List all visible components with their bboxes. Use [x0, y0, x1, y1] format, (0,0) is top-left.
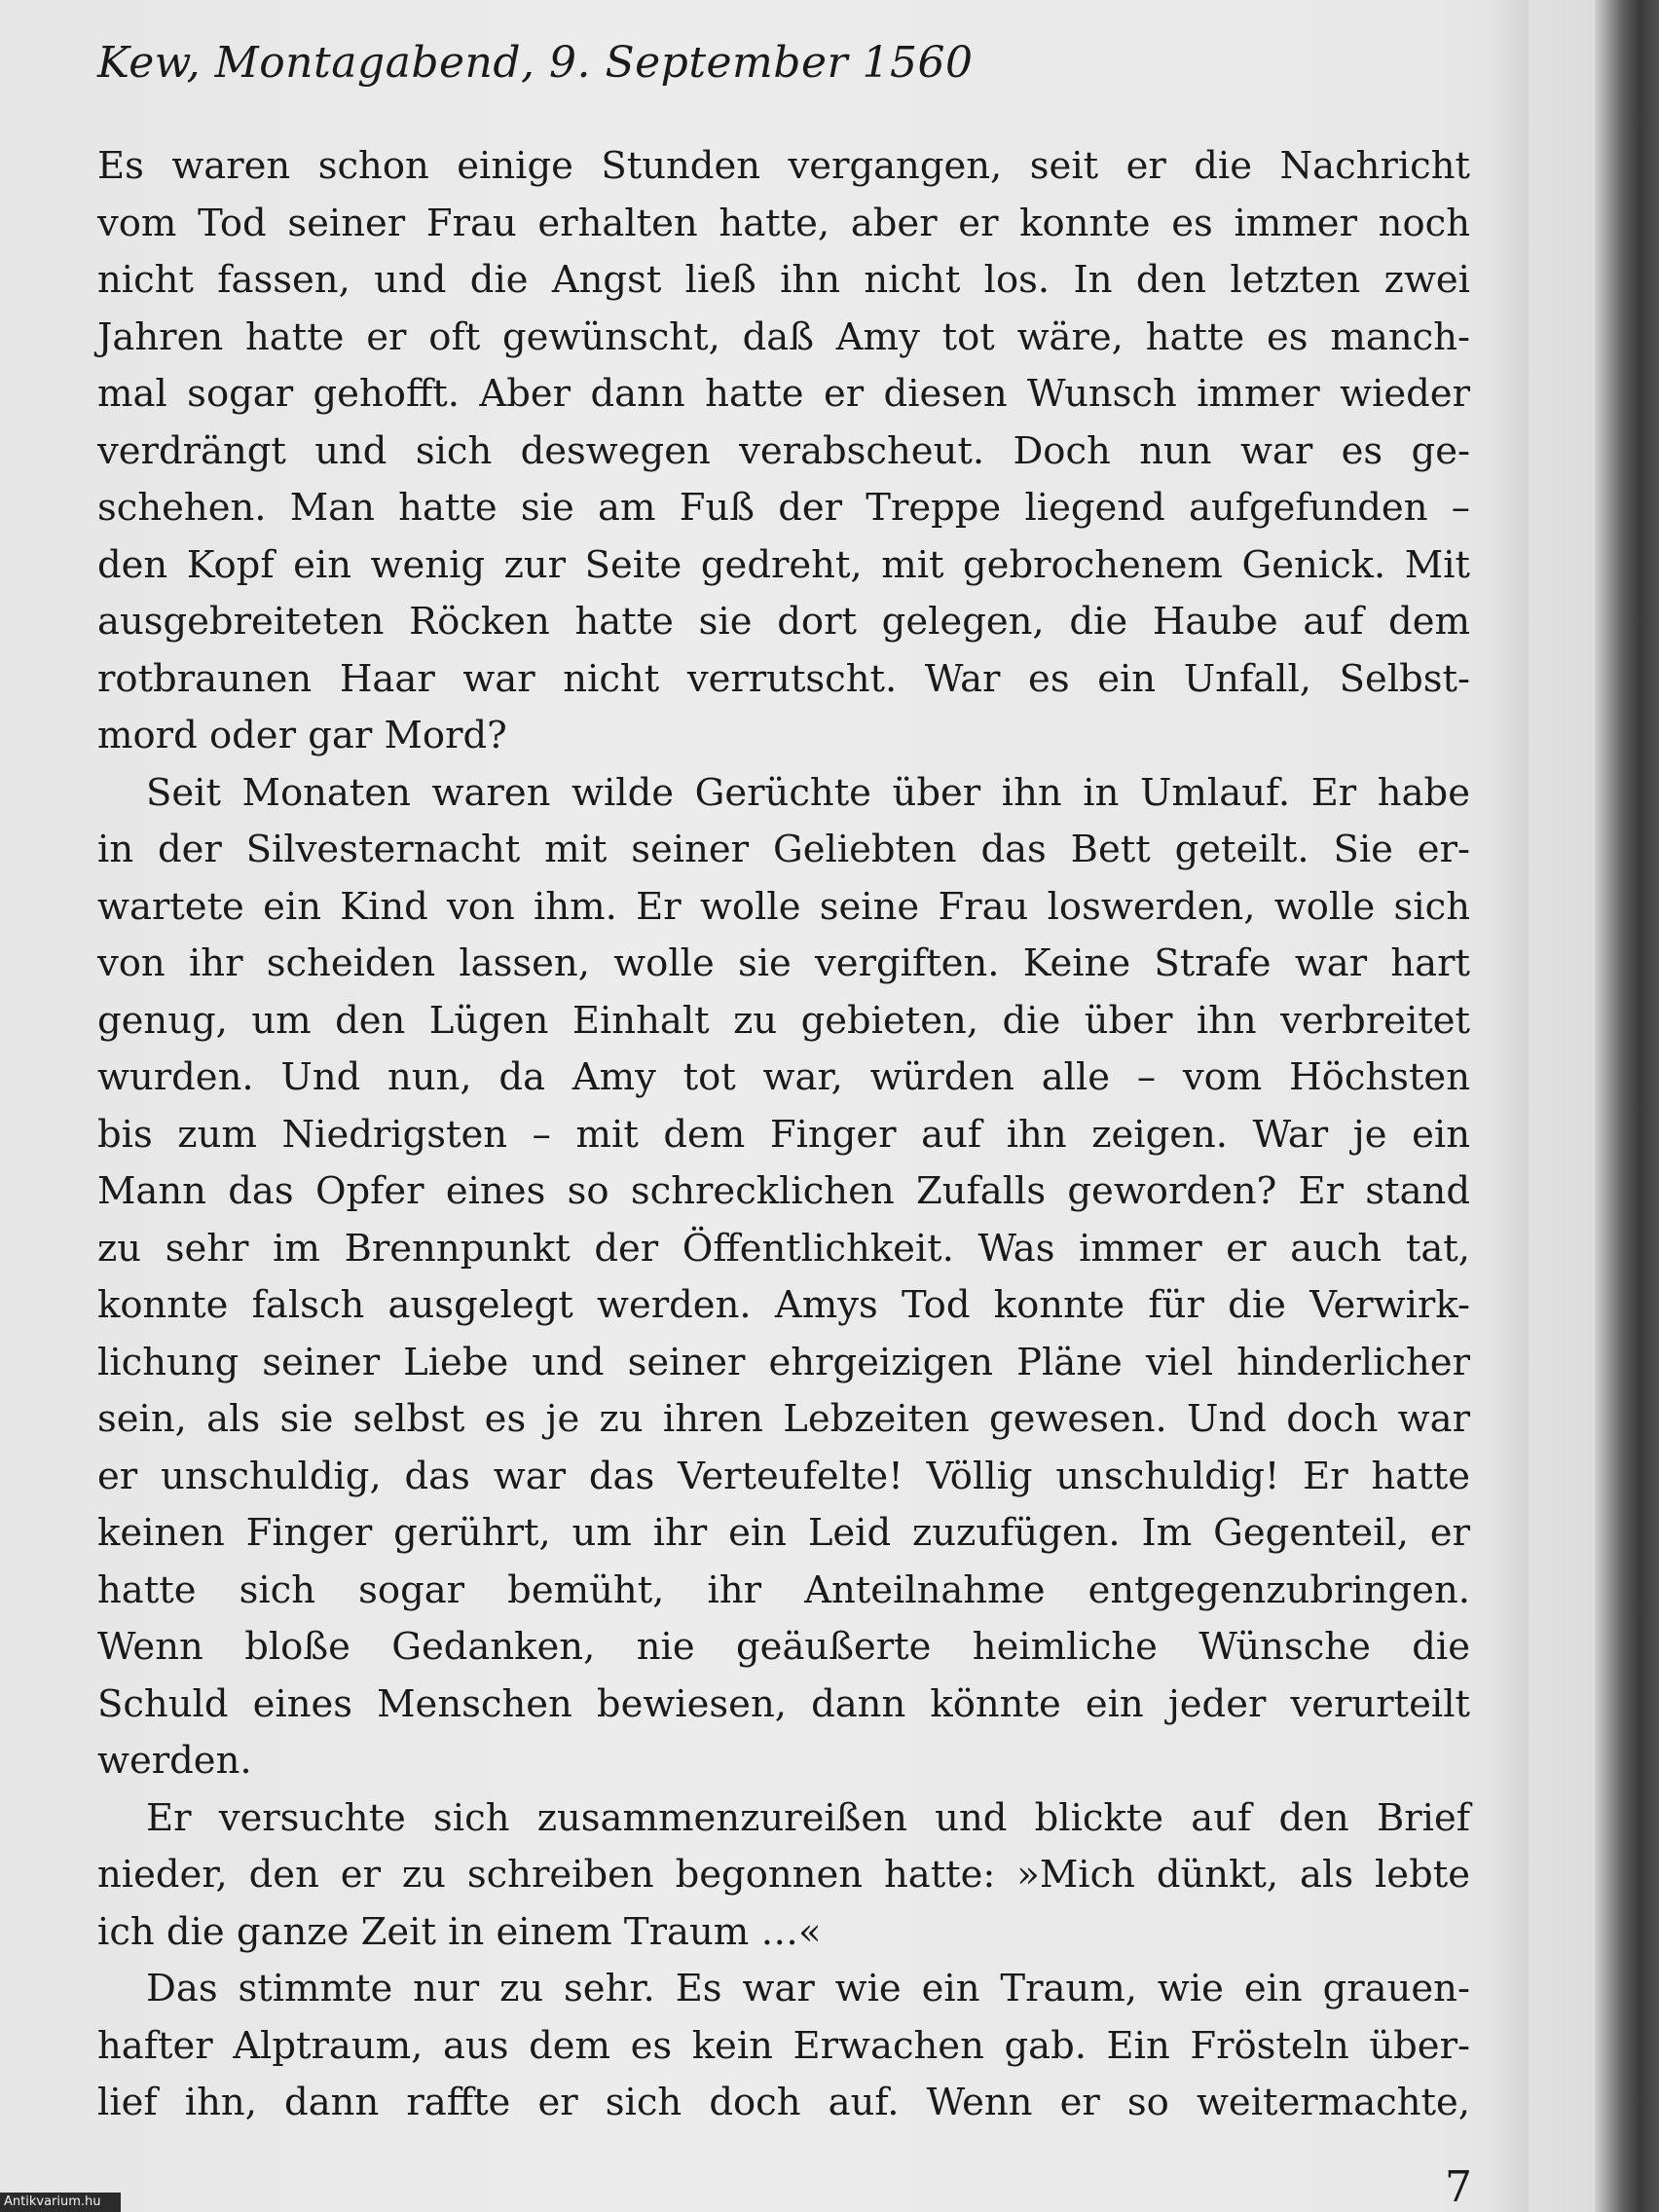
- text-line: rotbraunen Haar war nicht verrutscht. War es ein Unfall, Selbst-: [97, 656, 1470, 701]
- page-number: 7: [1445, 2162, 1472, 2212]
- text-line: in der Silvesternacht mit seiner Geliebten das Bett geteilt. Sie er-: [97, 828, 1470, 871]
- binding-shadow: [1595, 0, 1659, 2212]
- text-line: Das stimmte nur zu sehr. Es war wie ein Traum, wie ein grauen-: [146, 1967, 1470, 2010]
- text-line: Mann das Opfer eines so schrecklichen Zufalls geworden? Er stand: [97, 1169, 1470, 1213]
- text-line: Wenn bloße Gedanken, nie geäußerte heimliche Wünsche die: [97, 1625, 1470, 1669]
- text-line: werden.: [97, 1739, 252, 1783]
- text-line: wartete ein Kind von ihm. Er wolle seine Frau loswerden, wolle sich: [97, 884, 1470, 929]
- text-line: sein, als sie selbst es je zu ihren Lebzeiten gewesen. Und doch war: [97, 1397, 1470, 1441]
- text-line: vom Tod seiner Frau erhalten hatte, aber er konnte es immer noch: [97, 201, 1470, 245]
- text-line: Jahren hatte er oft gewünscht, daß Amy tot wäre, hatte es manch-: [97, 314, 1470, 359]
- text-line: er unschuldig, das war das Verteufelte! Völlig unschuldig! Er hatte: [97, 1454, 1470, 1498]
- text-line: konnte falsch ausgelegt werden. Amys Tod konnte für die Verwirk-: [97, 1283, 1470, 1327]
- text-line: ausgebreiteten Röcken hatte sie dort gelegen, die Haube auf dem: [97, 600, 1470, 644]
- text-line: wurden. Und nun, da Amy tot war, würden alle – vom Höchsten: [97, 1055, 1470, 1099]
- text-line: verdrängt und sich deswegen verabscheut. Doch nun war es ge-: [97, 428, 1470, 473]
- text-line: mal sogar gehofft. Aber dann hatte er diesen Wunsch immer wieder: [97, 372, 1470, 416]
- text-line: genug, um den Lügen Einhalt zu gebieten, die über ihn verbreitet: [97, 998, 1470, 1043]
- text-line: bis zum Niedrigsten – mit dem Finger auf ihn zeigen. War je ein: [97, 1112, 1470, 1157]
- text-line: schehen. Man hatte sie am Fuß der Treppe liegend aufgefunden –: [97, 486, 1470, 530]
- text-line: zu sehr im Brennpunkt der Öffentlichkeit. Was immer er auch tat,: [97, 1226, 1470, 1271]
- watermark: Antikvarium.hu: [0, 2193, 121, 2212]
- text-line: nicht fassen, und die Angst ließ ihn nicht los. In den letzten zwei: [97, 258, 1470, 302]
- text-line: Seit Monaten waren wilde Gerüchte über ihn in Umlauf. Er habe: [146, 770, 1470, 815]
- text-line: keinen Finger gerührt, um ihr ein Leid zuzufügen. Im Gegenteil, er: [97, 1511, 1470, 1555]
- body-text: [97, 138, 1470, 2132]
- text-line: Er versuchte sich zusammenzureißen und blickte auf den Brief: [146, 1795, 1470, 1840]
- chapter-heading: Kew, Montagabend, 9. September 1560: [97, 38, 974, 88]
- text-line: hafter Alptraum, aus dem es kein Erwachen gab. Ein Frösteln über-: [97, 2023, 1470, 2068]
- text-line: nieder, den er zu schreiben begonnen hatte: »Mich dünkt, als lebte: [97, 1853, 1470, 1897]
- text-line: von ihr scheiden lassen, wolle sie vergiften. Keine Strafe war hart: [97, 941, 1470, 985]
- text-line: Es waren schon einige Stunden vergangen, seit er die Nachricht: [97, 144, 1470, 188]
- text-line: lichung seiner Liebe und seiner ehrgeizigen Pläne viel hinderlicher: [97, 1340, 1470, 1384]
- page-curve-shade: [1490, 0, 1529, 2212]
- text-line: mord oder gar Mord?: [97, 714, 507, 757]
- text-line: lief ihn, dann raffte er sich doch auf. Wenn er so weitermachte,: [97, 2081, 1470, 2124]
- text-line: Schuld eines Menschen bewiesen, dann könnte ein jeder verurteilt: [97, 1681, 1470, 1726]
- text-line: hatte sich sogar bemüht, ihr Anteilnahme entgegenzubringen.: [97, 1567, 1470, 1612]
- text-line: den Kopf ein wenig zur Seite gedreht, mit gebrochenem Genick. Mit: [97, 542, 1470, 587]
- text-line: ich die ganze Zeit in einem Traum …«: [97, 1909, 822, 1954]
